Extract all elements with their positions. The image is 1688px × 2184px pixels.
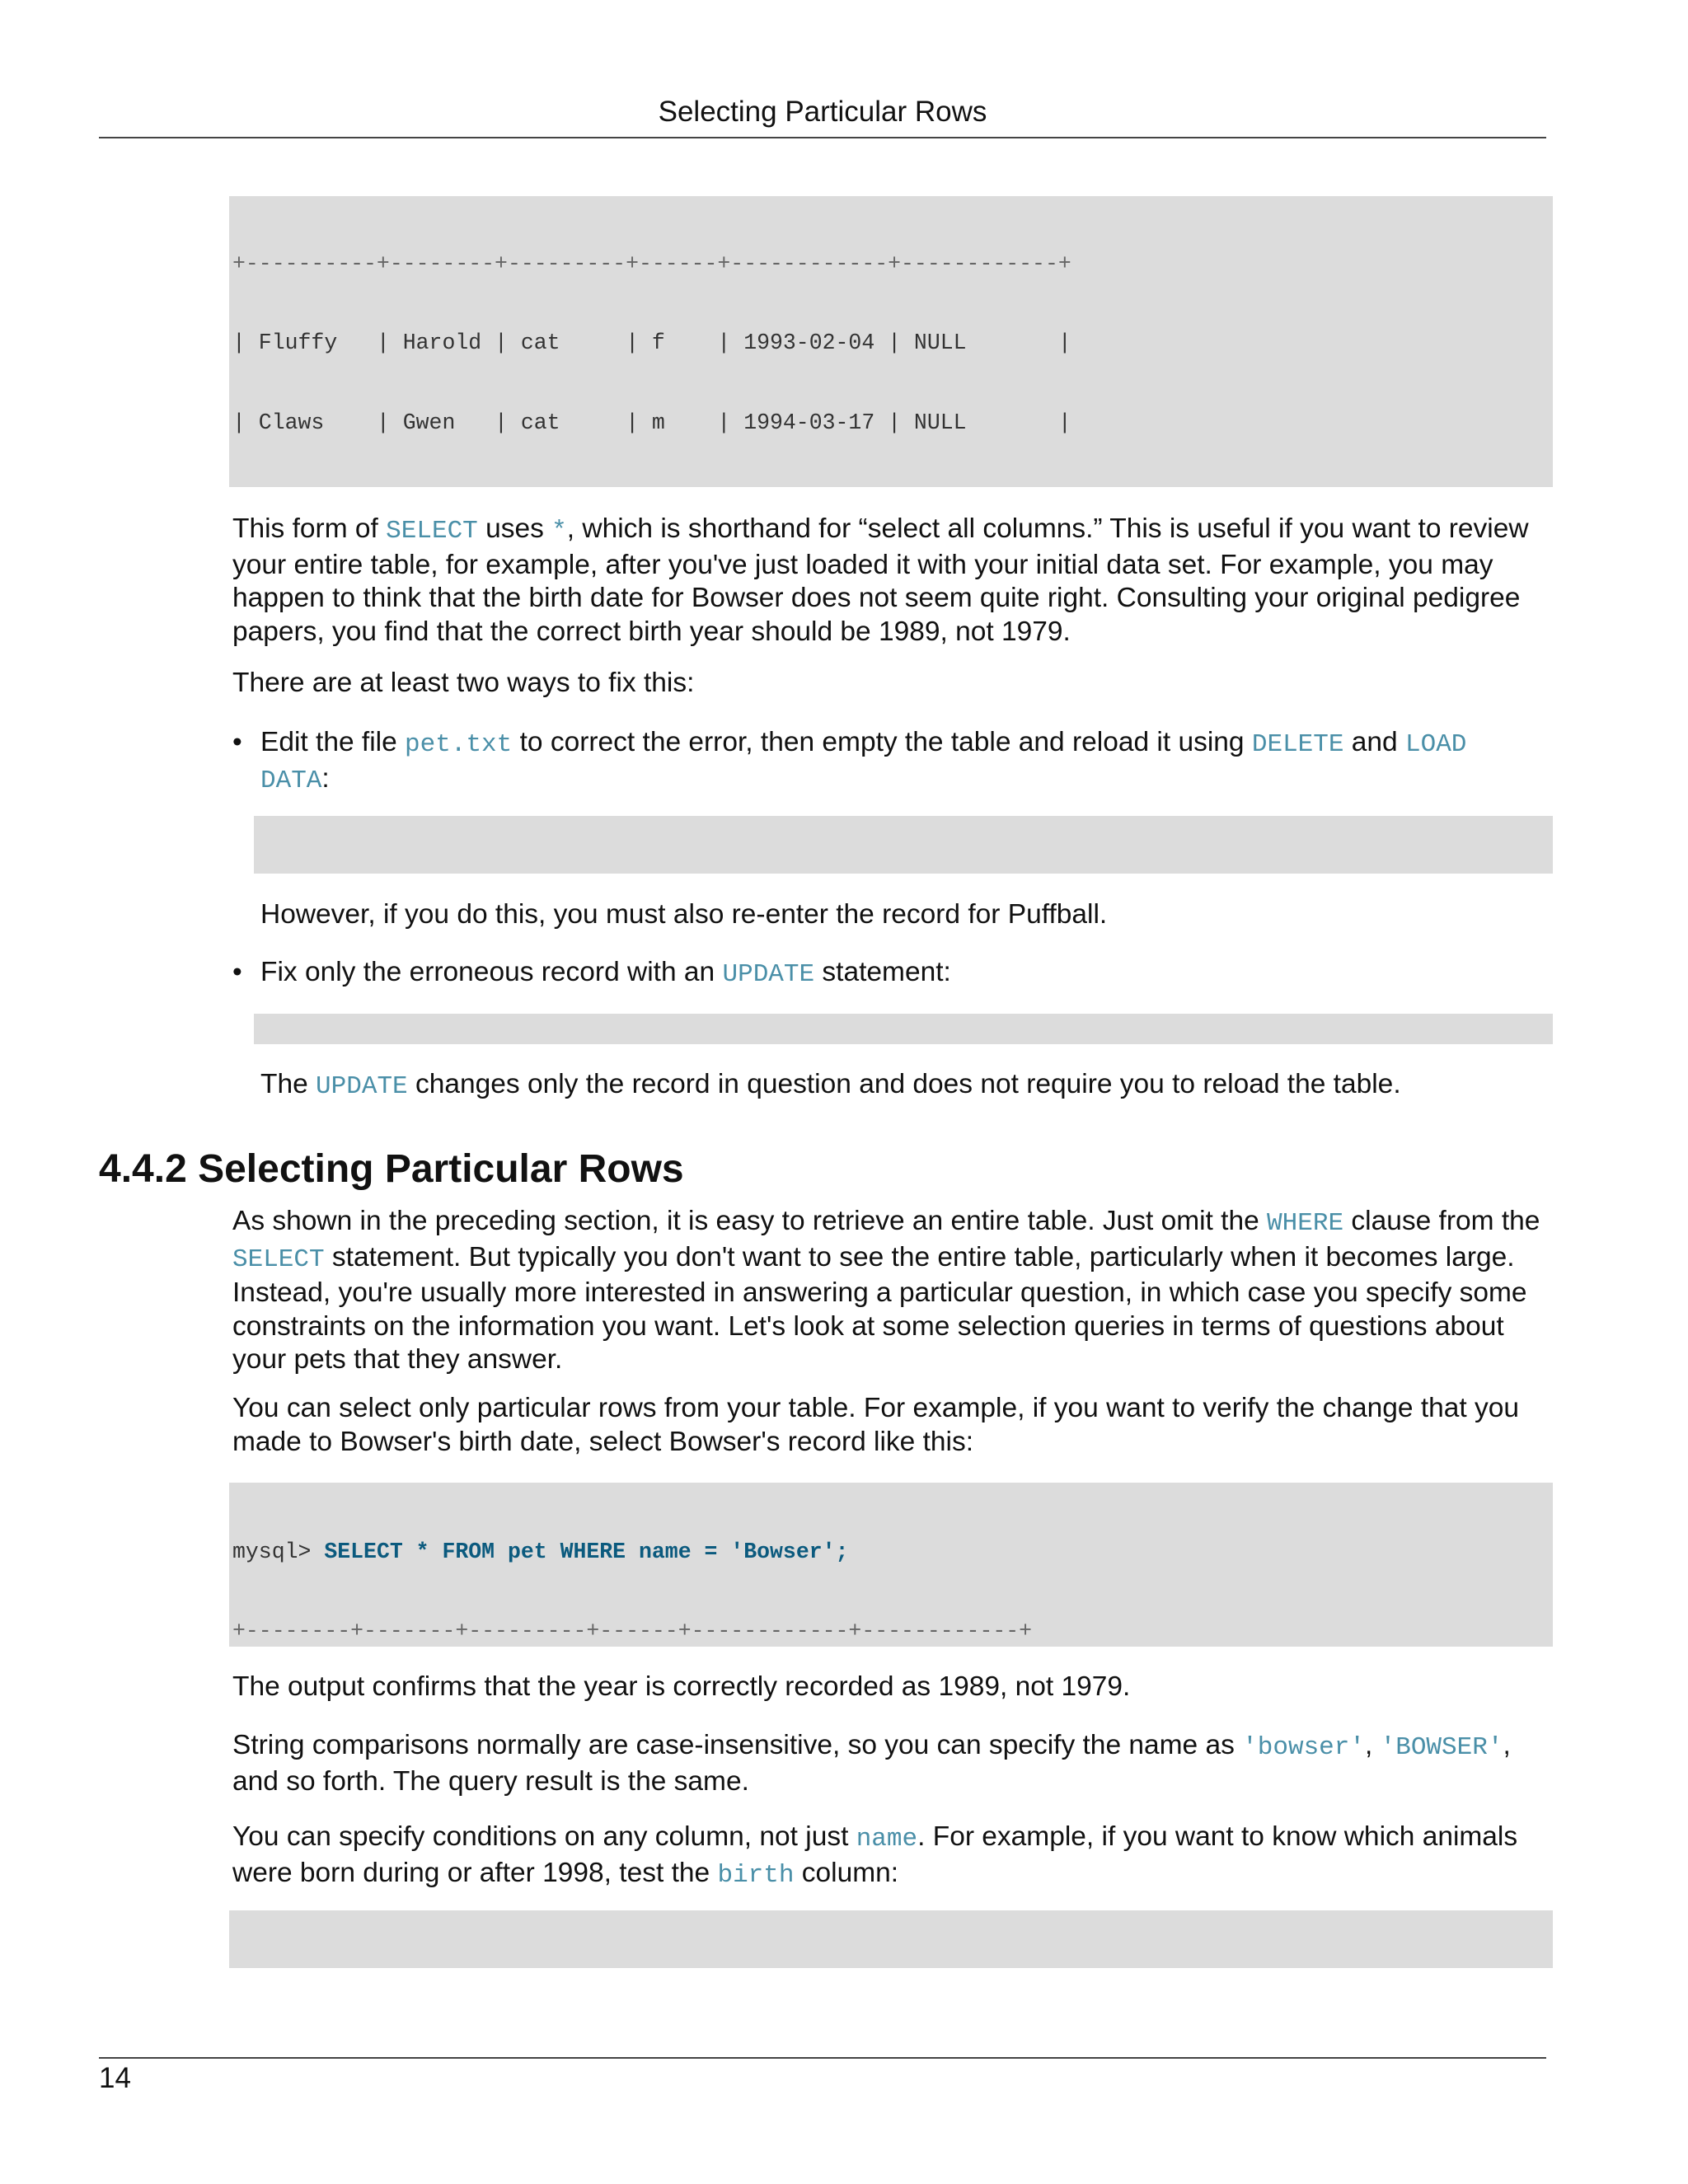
bullet-marker: • [232, 727, 242, 757]
pet-table-output [229, 196, 1553, 487]
note-update: The UPDATE changes only the record in question and does not require you to reload the table. [260, 1069, 1401, 1101]
table-border: +----------+--------+---------+------+------------+------------+ [232, 251, 1071, 276]
inline-code: DELETE [1251, 730, 1344, 759]
table-row: | Claws | Gwen | cat | m | 1994-03-17 | NULL | [232, 410, 1071, 436]
code-update [254, 1014, 1553, 1044]
section-heading: 4.4.2 Selecting Particular Rows [99, 1147, 684, 1191]
inline-code: LOAD DATA [260, 730, 1467, 795]
table-border: +--------+-------+---------+------+------------+------------+ [232, 1619, 1033, 1644]
inline-code: 'bowser' [1242, 1733, 1365, 1762]
bullet-edit-file: Edit the file pet.txt to correct the error, then empty the table and reload it using DELETE and LOAD DATA: [260, 727, 1467, 795]
inline-code: WHERE [1267, 1209, 1344, 1238]
inline-code: UPDATE [316, 1072, 408, 1101]
note-puffball: However, if you do this, you must also re-enter the record for Puffball. [260, 899, 1108, 930]
code-select-birth [229, 1910, 1553, 1968]
inline-code: SELECT [386, 517, 478, 546]
code-select-bowser: mysql> SELECT * FROM pet WHERE name = 'Bowser'; +--------+-------+---------+------+------------+------------+ [229, 1483, 1553, 1647]
inline-code: pet.txt [405, 730, 513, 759]
header-rule [99, 137, 1546, 138]
paragraph-confirms: The output confirms that the year is correctly recorded as 1989, not 1979. [232, 1671, 1131, 1702]
inline-code: SELECT [232, 1244, 325, 1274]
inline-code: name [856, 1825, 918, 1854]
inline-code: 'BOWSER' [1380, 1733, 1503, 1762]
inline-code: * [551, 517, 567, 546]
paragraph-select-all: This form of SELECT uses *, which is shorthand for “select all columns.” This is useful if you want to review your entire table, for example, after you've just loaded it with your initial data set. For example, you may happen to think that the birth date for Bowser does not seem quite right. Consulting your original pedigree papers, you find that the correct birth year should be 1989, not 1979. [232, 513, 1529, 647]
page-number: 14 [99, 2062, 131, 2094]
running-header-title: Selecting Particular Rows [658, 96, 987, 128]
bullet-update: Fix only the erroneous record with an UPDATE statement: [260, 957, 951, 989]
bullet-marker: • [232, 957, 242, 987]
paragraph-intro: As shown in the preceding section, it is easy to retrieve an entire table. Just omit the WHERE clause from the SELECT statement. But typically you don't want to see the entire table, particularly when it becomes large. Instead, you're usually more interested in answering a particular question, in which case you specify some constraints on the information you want. Let's look at some selection queries in terms of questions about your pets that they answer. [232, 1206, 1540, 1375]
inline-code: UPDATE [722, 960, 815, 989]
code-delete-load [254, 816, 1553, 874]
paragraph-any-column: You can specify conditions on any column, not just name. For example, if you want to know which animals were born during or after 1998, test the birth column: [232, 1821, 1518, 1890]
paragraph-two-ways: There are at least two ways to fix this: [232, 668, 695, 698]
footer-rule [99, 2057, 1546, 2059]
table-row: | Fluffy | Harold | cat | f | 1993-02-04 | NULL | [232, 330, 1071, 356]
paragraph-select-rows: You can select only particular rows from your table. For example, if you want to verify the change that you made to Bowser's birth date, select Bowser's record like this: [232, 1393, 1520, 1457]
inline-code: birth [717, 1860, 795, 1890]
paragraph-case-insensitive: String comparisons normally are case-insensitive, so you can specify the name as 'bowser', 'BOWSER', and so forth. The query result is the same. [232, 1730, 1511, 1797]
